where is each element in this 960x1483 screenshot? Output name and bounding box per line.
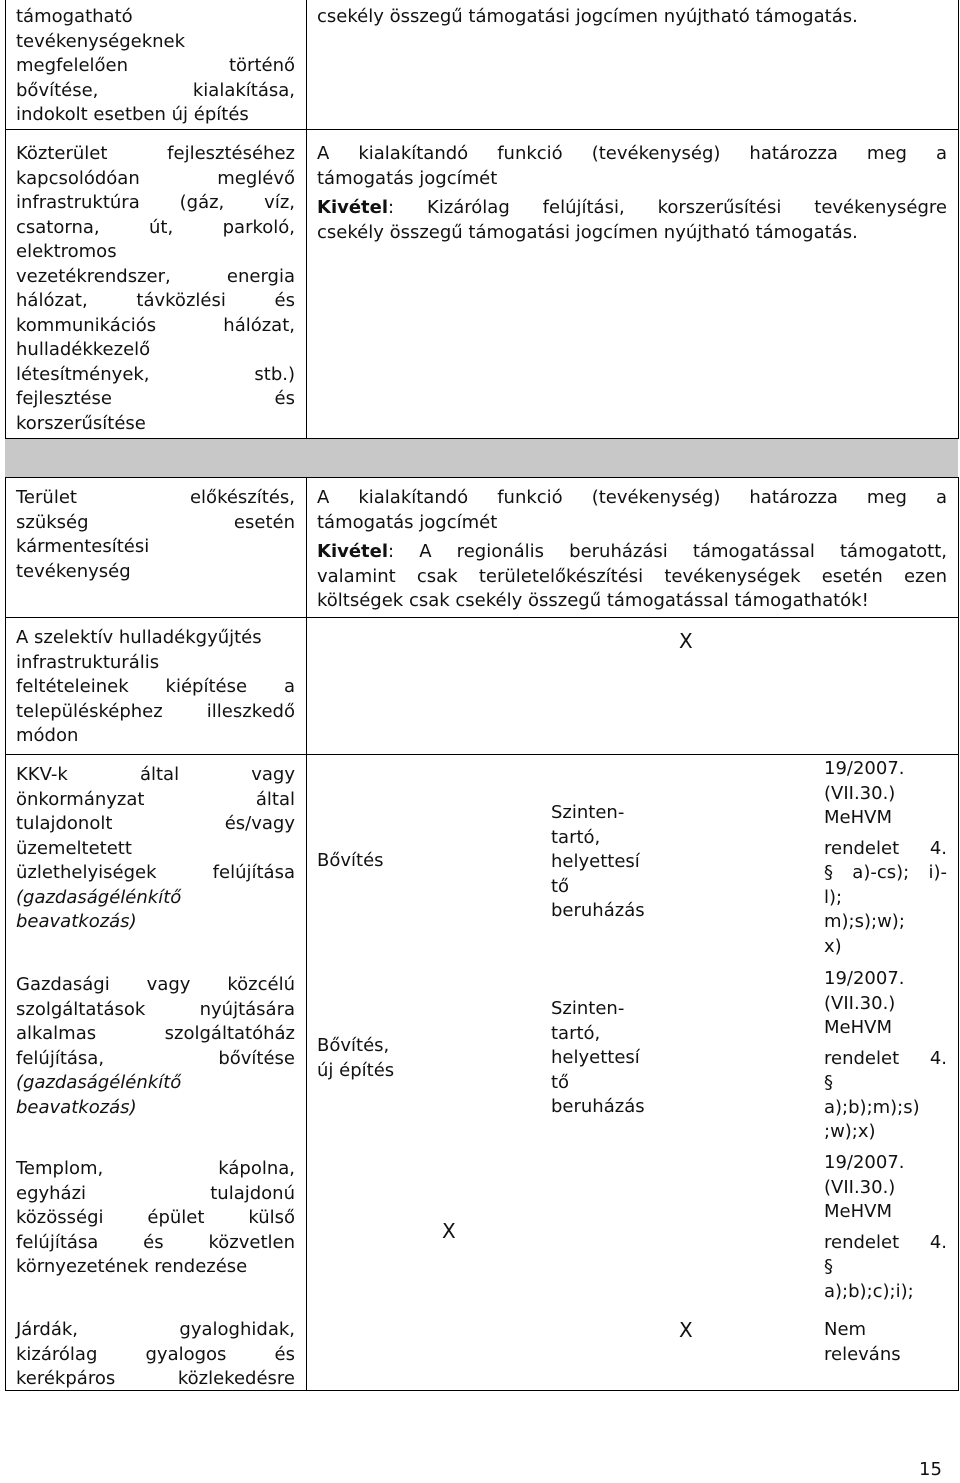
text-line: módon [16, 725, 79, 746]
text-line: A kialakítandó funkció (tevékenység) határozza meg a [317, 143, 947, 164]
text-line: kapcsolódóan meglévő [16, 167, 295, 189]
text-line: szükség esetén [16, 511, 295, 533]
text-line: létesítmények, stb.) [16, 363, 295, 385]
text-line: üzemeltetett [16, 837, 132, 859]
text-line: : A regionális beruházási támogatással támogatott, [388, 541, 947, 562]
text-line: valamint csak területelőkészítési tevékenységek esetén ezen [317, 565, 947, 587]
text-line: üzlethelyiségek felújítása [16, 862, 295, 883]
text-line: Bővítés [317, 850, 384, 871]
text-line: Terület előkészítés, [16, 487, 295, 508]
text-line: rendelet 4. [824, 837, 947, 859]
text-line: Járdák, gyaloghidak, [16, 1319, 295, 1340]
text-line: A szelektív hulladékgyűjtés [16, 627, 262, 648]
text-line: MeHVM [824, 1017, 892, 1038]
text-line: feltételeinek kiépítése a [16, 676, 295, 697]
legal-basis-cell [813, 962, 958, 1145]
text-line: tartó, [551, 1022, 601, 1044]
text-line: infrastrukturális [16, 651, 160, 673]
text-line: 19/2007. [824, 968, 905, 989]
text-line: környezetének rendezése [16, 1256, 248, 1277]
text-line: Gazdasági vagy közcélú [16, 974, 295, 995]
text-line: (VII.30.) [824, 782, 896, 804]
text-line: KKV-k által vagy [16, 764, 295, 785]
text-line: támogatás jogcímét [317, 511, 498, 533]
funding-note-cell [306, 0, 958, 30]
text-line: tartó, [551, 826, 601, 848]
text-line: ;w);x) [824, 1121, 876, 1142]
text-line: x) [824, 935, 842, 957]
text-line: önkormányzat által [16, 788, 295, 810]
activity-cell [5, 0, 306, 128]
text-line: beruházás [551, 1096, 645, 1117]
activity-cell [5, 481, 306, 584]
text-line: beavatkozás) [16, 911, 137, 932]
text-line: rendelet 4. [824, 1047, 947, 1069]
text-line: releváns [824, 1343, 901, 1365]
not-applicable-mark: X [679, 629, 693, 653]
exception-line [317, 196, 947, 221]
text-line: Közterület fejlesztéséhez [16, 143, 295, 164]
legal-basis-cell [813, 1146, 958, 1304]
text-line: MeHVM [824, 807, 892, 828]
not-applicable-mark: X [442, 1219, 456, 1243]
activity-cell [5, 1313, 306, 1392]
text-line: (VII.30.) [824, 1176, 896, 1198]
text-line: felújítása és közvetlen [16, 1231, 295, 1253]
text-line: Bővítés, [317, 1035, 390, 1056]
text-line: költségek csak csekély összegű támogatással támogathatók! [317, 590, 869, 611]
text-line: beavatkozás) [16, 1096, 137, 1118]
text-line: infrastruktúra (gáz, víz, [16, 192, 295, 213]
funding-note-cell [306, 481, 958, 614]
text-line: új építés [317, 1059, 395, 1081]
text-line: elektromos [16, 241, 117, 262]
text-line: csekély összegű támogatási jogcímen nyújtható támogatás. [317, 6, 858, 27]
exception-line [317, 540, 947, 565]
rule [5, 617, 958, 618]
rule [5, 477, 958, 478]
activity-cell [5, 1152, 306, 1280]
text-line: a);b);m);s) [824, 1096, 920, 1118]
text-line: § [824, 1256, 833, 1277]
text-line: 19/2007. [824, 1152, 905, 1173]
exception-label: Kivétel [317, 197, 389, 218]
development-type-cell [306, 844, 536, 874]
text-line: alkalmas szolgáltatóház [16, 1023, 295, 1044]
text-line: kommunikációs hálózat, [16, 314, 295, 336]
text-line: a);b);c);i); [824, 1280, 914, 1302]
text-line: § [824, 1072, 833, 1093]
funding-note-cell [306, 137, 958, 245]
text-line: vezetékrendszer, energia [16, 265, 295, 287]
not-applicable-mark: X [679, 1318, 693, 1342]
activity-cell [5, 621, 306, 749]
text-line: tevékenység [16, 560, 131, 582]
page-number: 15 [919, 1459, 942, 1480]
text-line: rendelet 4. [824, 1231, 947, 1253]
text-line: településképhez illeszkedő [16, 700, 295, 722]
text-line: beruházás [551, 900, 645, 921]
text-line: Nem [824, 1319, 867, 1340]
text-line: tő [551, 1071, 570, 1093]
text-line: (VII.30.) [824, 992, 896, 1014]
text-line: csatorna, út, parkoló, [16, 216, 295, 238]
section-separator-bar [5, 439, 958, 477]
text-line: Szinten- [551, 802, 625, 823]
text-line: kizárólag gyalogos és [16, 1343, 295, 1365]
rule [958, 0, 959, 439]
rule [306, 477, 307, 1391]
text-line: m);s);w); [824, 911, 905, 932]
text-line: bővítése, kialakítása, [16, 79, 295, 101]
text-line: korszerűsítése [16, 412, 146, 434]
text-line: kerékpáros közlekedésre [16, 1368, 295, 1389]
activity-cell [5, 758, 306, 935]
text-line: támogatás jogcímét [317, 167, 498, 189]
text-line: tő [551, 875, 570, 897]
text-line: : Kizárólag felújítási, korszerűsítési tevékenységre [388, 197, 947, 218]
rule [958, 477, 959, 1391]
text-line: helyettesí [551, 1047, 640, 1068]
exception-label: Kivétel [317, 541, 389, 562]
text-line: l); [824, 886, 843, 908]
text-line: felújítása, bővítése [16, 1047, 295, 1069]
investment-kind-cell [540, 992, 670, 1120]
text-line: csekély összegű támogatási jogcímen nyújtható támogatás. [317, 221, 858, 243]
text-line: (gazdaságélénkítő [16, 886, 182, 908]
rule [5, 129, 958, 130]
activity-cell [5, 968, 306, 1120]
text-line: szolgáltatások nyújtására [16, 998, 295, 1020]
legal-basis-cell [813, 1313, 958, 1367]
text-line: helyettesí [551, 851, 640, 872]
development-type-cell [306, 1029, 536, 1083]
text-line: támogatható [16, 6, 133, 27]
legal-basis-cell [813, 752, 958, 959]
text-line: hálózat, távközlési és [16, 290, 295, 311]
text-line: § a)-cs); i)- [824, 862, 947, 883]
text-line: kármentesítési [16, 536, 150, 557]
text-line: tulajdonolt és/vagy [16, 813, 295, 834]
text-line: hulladékkezelő [16, 339, 151, 360]
text-line: indokolt esetben új építés [16, 104, 249, 125]
text-line: tevékenységeknek [16, 30, 186, 52]
text-line: fejlesztése és [16, 388, 295, 409]
text-line: (gazdaságélénkítő [16, 1072, 182, 1093]
text-line: Szinten- [551, 998, 625, 1019]
activity-cell [5, 137, 306, 436]
text-line: Templom, kápolna, [16, 1158, 295, 1179]
investment-kind-cell [540, 796, 670, 924]
text-line: A kialakítandó funkció (tevékenység) határozza meg a [317, 487, 947, 508]
text-line: MeHVM [824, 1201, 892, 1222]
text-line: közösségi épület külső [16, 1207, 295, 1228]
text-line: 19/2007. [824, 758, 905, 779]
text-line: megfelelően történő [16, 55, 295, 76]
text-line: egyházi tulajdonú [16, 1182, 295, 1204]
